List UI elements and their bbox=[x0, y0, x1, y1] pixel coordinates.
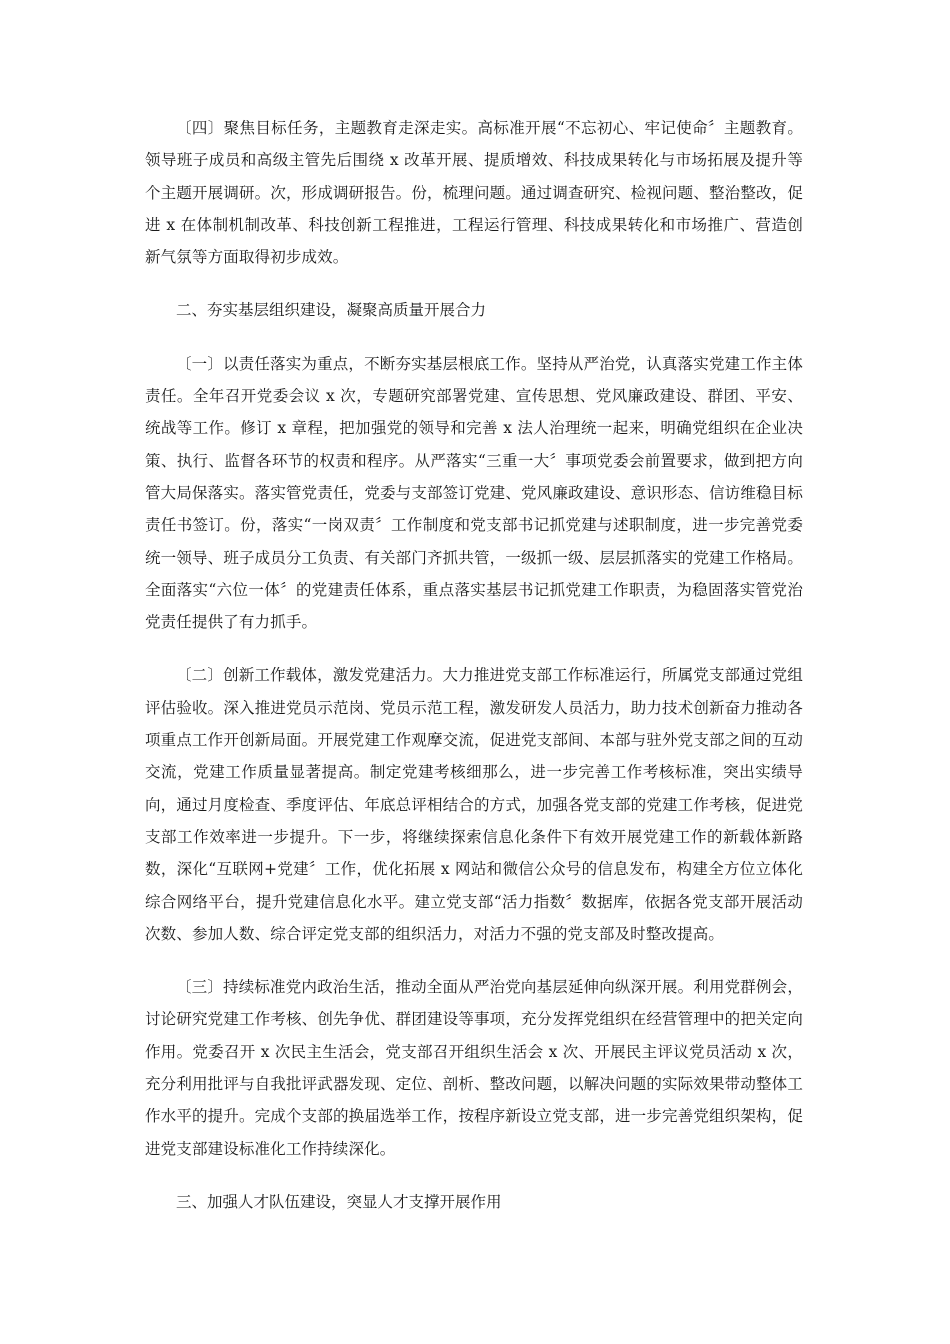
paragraph-innovation-carrier: 〔二〕创新工作载体，激发党建活力。大力推进党支部工作标准运行，所属党支部通过党组评估验收。深入推进党员示范岗、党员示范工程，激发研发人员活力，助力技术创新奋力推动各项重点工作开创新局面。开展党建工作观摩交流，促进党支部间、本部与驻外党支部之间的互动交流，党建工作质量显著提高。制定党建考核细那么，进一步完善工作考核标准，突出实绩导向，通过月度检查、季度评估、年底总评相结合的方式，加强各党支部的党建工作考核，促进党支部工作效率进一步提升。下一步，将继续探索信息化条件下有效开展党建工作的新载体新路数，深化“互联网+党建〞工作，优化拓展 x 网站和微信公众号的信息发布，构建全方位立体化综合网络平台，提升党建信息化水平。建立党支部“活力指数〞数据库，依据各党支部开展活动次数、参加人数、综合评定党支部的组织活力，对活力不强的党支部及时整改提高。 bbox=[145, 666, 803, 943]
paragraph-responsibility: 〔一〕以责任落实为重点，不断夯实基层根底工作。坚持从严治党，认真落实党建工作主体责任。全年召开党委会议 x 次，专题研究部署党建、宣传思想、党风廉政建设、群团、平安、统战等工作。修订 x 章程，把加强党的领导和完善 x 法人治理统一起来，明确党组织在企业决策、执行、监督各环节的权责和程序。从严落实“三重一大〞事项党委会前置要求，做到把方向管大局保落实。落实管党责任，党委与支部签订党建、党风廉政建设、意识形态、信访维稳目标责任书签订。份，落实“一岗双责〞工作制度和党支部书记抓党建与述职制度，进一步完善党委统一领导、班子成员分工负责、有关部门齐抓共管，一级抓一级、层层抓落实的党建工作格局。全面落实“六位一体〞的党建责任体系，重点落实基层书记抓党建工作职责，为稳固落实管党治党责任提供了有力抓手。 bbox=[145, 354, 803, 632]
paragraph-topic-education: 〔四〕聚焦目标任务，主题教育走深走实。高标准开展“不忘初心、牢记使命〞主题教育。领导班子成员和高级主管先后围绕 x 改革开展、提质增效、科技成果转化与市场拓展及提升等个主题开展调研。次，形成调研报告。份，梳理问题。通过调查研究、检视问题、整治整改，促进 x 在体制机制改革、科技创新工程推进，工程运行管理、科技成果转化和市场推广、营造创新气氛等方面取得初步成效。 bbox=[145, 119, 803, 267]
section-heading-grassroots-organization: 二、夯实基层组织建设，凝聚高质量开展合力 bbox=[176, 301, 487, 320]
document-page bbox=[145, 112, 803, 1218]
paragraph-political-life: 〔三〕持续标准党内政治生活，推动全面从严治党向基层延伸向纵深开展。利用党群例会，讨论研究党建工作考核、创先争优、群团建设等事项，充分发挥党组织在经营管理中的把关定向作用。党委召开 x 次民主生活会，党支部召开组织生活会 x 次、开展民主评议党员活动 x 次，充分利用批评与自我批评武器发现、定位、剖析、整改问题，以解决问题的实际效果带动整体工作水平的提升。完成个支部的换届选举工作，按程序新设立党支部，进一步完善党组织架构，促进党支部建设标准化工作持续深化。 bbox=[145, 978, 803, 1158]
section-heading-talent-team: 三、加强人才队伍建设，突显人才支撑开展作用 bbox=[176, 1192, 502, 1211]
